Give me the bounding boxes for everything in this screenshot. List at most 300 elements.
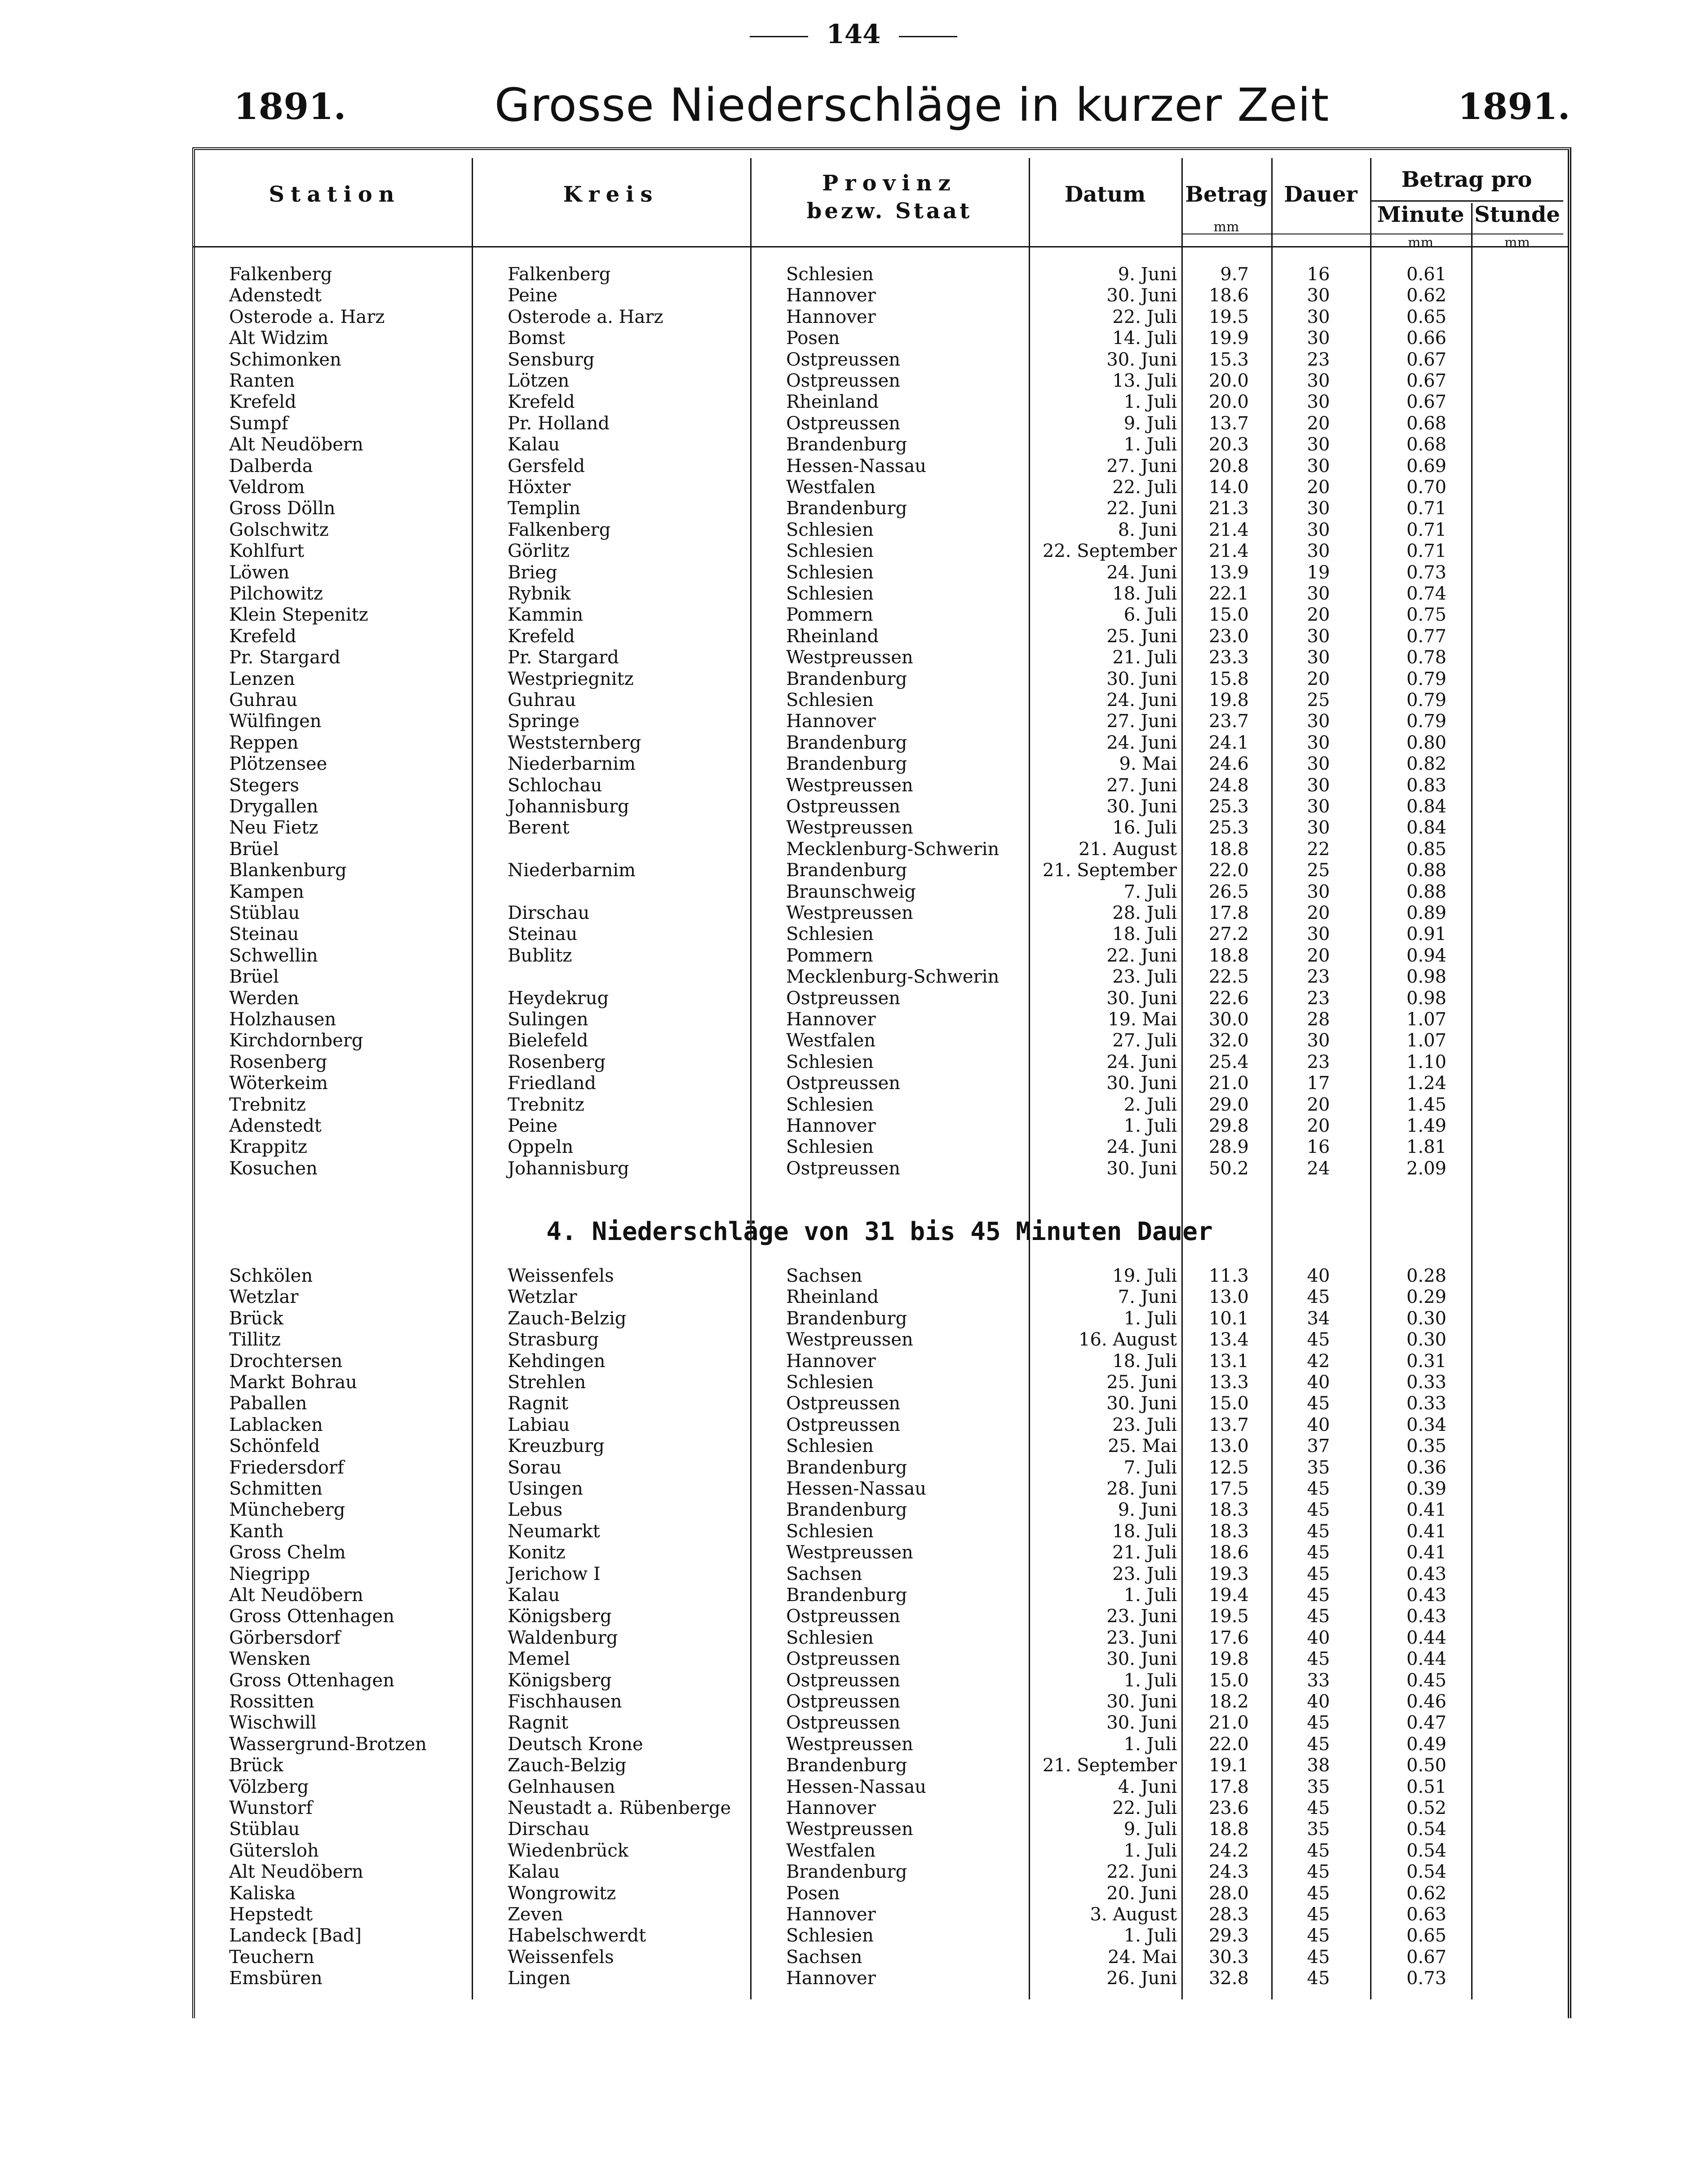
cell-station: Emsbüren bbox=[229, 1968, 323, 1989]
cell-minute: 0.49 bbox=[1406, 1734, 1446, 1755]
cell-betrag: 50.2 bbox=[1208, 1158, 1249, 1179]
cell-station: Guhrau bbox=[229, 690, 298, 710]
cell-betrag: 22.1 bbox=[1208, 583, 1249, 604]
cell-station: Wensken bbox=[229, 1649, 311, 1670]
cell-dauer: 30 bbox=[1307, 371, 1330, 391]
cell-kreis: Kammin bbox=[508, 604, 584, 626]
cell-minute: 0.98 bbox=[1406, 988, 1446, 1009]
cell-minute: 0.91 bbox=[1406, 924, 1446, 945]
cell-betrag: 25.3 bbox=[1208, 796, 1249, 817]
cell-provinz: Hannover bbox=[786, 1009, 876, 1030]
cell-betrag: 18.6 bbox=[1208, 285, 1249, 306]
cell-dauer: 45 bbox=[1307, 1925, 1330, 1946]
cell-kreis: Bomst bbox=[508, 328, 566, 349]
cell-datum: 30. Juni bbox=[1106, 1393, 1177, 1414]
cell-betrag: 21.4 bbox=[1208, 541, 1249, 562]
cell-datum: 18. Juli bbox=[1112, 583, 1177, 604]
cell-kreis: Kreuzburg bbox=[508, 1436, 605, 1457]
cell-station: Kanth bbox=[229, 1521, 284, 1542]
cell-kreis: Westpriegnitz bbox=[508, 668, 634, 689]
cell-dauer: 19 bbox=[1307, 562, 1330, 583]
cell-provinz: Westpreussen bbox=[786, 1734, 913, 1755]
cell-minute: 0.88 bbox=[1406, 881, 1446, 902]
cell-provinz: Ostpreussen bbox=[786, 988, 901, 1009]
cell-provinz: Ostpreussen bbox=[786, 1158, 901, 1179]
cell-datum: 9. Juni bbox=[1118, 264, 1177, 285]
cell-provinz: Brandenburg bbox=[786, 498, 907, 519]
cell-provinz: Brandenburg bbox=[786, 1862, 907, 1883]
cell-datum: 7. Juni bbox=[1118, 1287, 1177, 1308]
cell-provinz: Ostpreussen bbox=[786, 1414, 901, 1435]
cell-betrag: 24.2 bbox=[1208, 1840, 1249, 1861]
cell-dauer: 30 bbox=[1307, 285, 1330, 306]
cell-minute: 0.71 bbox=[1406, 519, 1446, 540]
cell-datum: 16. August bbox=[1079, 1329, 1177, 1350]
cell-dauer: 23 bbox=[1307, 1051, 1330, 1072]
cell-dauer: 30 bbox=[1307, 328, 1330, 349]
cell-station: Schkölen bbox=[229, 1266, 313, 1286]
cell-dauer: 45 bbox=[1307, 1478, 1330, 1499]
cell-betrag: 29.8 bbox=[1208, 1116, 1249, 1136]
cell-station: Kaliska bbox=[229, 1883, 296, 1904]
cell-provinz: Westpreussen bbox=[786, 903, 913, 923]
cell-provinz: Schlesien bbox=[786, 1137, 874, 1158]
cell-dauer: 45 bbox=[1307, 1862, 1330, 1883]
cell-dauer: 30 bbox=[1307, 583, 1330, 604]
cell-datum: 19. Mai bbox=[1108, 1009, 1177, 1030]
cell-minute: 0.88 bbox=[1406, 860, 1446, 881]
cell-datum: 22. Juli bbox=[1112, 477, 1177, 498]
cell-betrag: 29.3 bbox=[1208, 1925, 1249, 1946]
cell-kreis: Falkenberg bbox=[508, 519, 611, 540]
cell-station: Brück bbox=[229, 1755, 283, 1776]
cell-datum: 30. Juni bbox=[1106, 796, 1177, 817]
cell-betrag: 23.0 bbox=[1208, 626, 1249, 647]
cell-station: Brüel bbox=[229, 838, 279, 860]
cell-provinz: Schlesien bbox=[786, 1051, 874, 1072]
cell-dauer: 37 bbox=[1307, 1436, 1330, 1457]
cell-betrag: 18.2 bbox=[1208, 1691, 1249, 1712]
col-divider bbox=[1370, 158, 1371, 1999]
cell-dauer: 23 bbox=[1307, 988, 1330, 1009]
cell-betrag: 25.4 bbox=[1208, 1051, 1249, 1072]
cell-minute: 0.28 bbox=[1406, 1266, 1446, 1286]
cell-datum: 1. Juli bbox=[1123, 1840, 1177, 1861]
cell-dauer: 45 bbox=[1307, 1287, 1330, 1308]
cell-minute: 0.69 bbox=[1406, 455, 1446, 477]
cell-dauer: 45 bbox=[1307, 1585, 1330, 1606]
cell-datum: 18. Juli bbox=[1112, 1521, 1177, 1542]
cell-minute: 0.41 bbox=[1406, 1542, 1446, 1563]
cell-betrag: 13.4 bbox=[1208, 1329, 1249, 1350]
cell-kreis: Usingen bbox=[508, 1478, 583, 1499]
cell-provinz: Schlesien bbox=[786, 1094, 874, 1115]
cell-betrag: 32.8 bbox=[1208, 1968, 1249, 1989]
cell-betrag: 21.0 bbox=[1208, 1073, 1249, 1094]
cell-station: Kirchdornberg bbox=[229, 1030, 363, 1051]
cell-kreis: Springe bbox=[508, 711, 579, 732]
cell-station: Teuchern bbox=[229, 1946, 314, 1968]
cell-datum: 24. Juni bbox=[1106, 690, 1177, 710]
cell-provinz: Ostpreussen bbox=[786, 1649, 901, 1670]
cell-dauer: 25 bbox=[1307, 860, 1330, 881]
cell-dauer: 16 bbox=[1307, 264, 1330, 285]
cell-kreis: Heydekrug bbox=[508, 988, 609, 1009]
cell-kreis: Niederbarnim bbox=[508, 754, 636, 775]
cell-station: Schmitten bbox=[229, 1478, 323, 1499]
cell-provinz: Ostpreussen bbox=[786, 1691, 901, 1712]
cell-station: Schönfeld bbox=[229, 1436, 320, 1457]
cell-dauer: 23 bbox=[1307, 349, 1330, 370]
cell-minute: 0.67 bbox=[1406, 392, 1446, 413]
cell-station: Dalberda bbox=[229, 455, 313, 477]
cell-station: Markt Bohrau bbox=[229, 1372, 357, 1393]
cell-dauer: 30 bbox=[1307, 817, 1330, 838]
cell-minute: 0.84 bbox=[1406, 796, 1446, 817]
cell-kreis: Templin bbox=[508, 498, 581, 519]
cell-betrag: 19.1 bbox=[1208, 1755, 1249, 1776]
cell-minute: 0.43 bbox=[1406, 1606, 1446, 1627]
cell-betrag: 18.8 bbox=[1208, 945, 1249, 966]
cell-station: Friedersdorf bbox=[229, 1457, 344, 1478]
cell-station: Falkenberg bbox=[229, 264, 332, 285]
cell-datum: 8. Juni bbox=[1118, 519, 1177, 540]
cell-dauer: 24 bbox=[1307, 1158, 1330, 1179]
cell-betrag: 18.8 bbox=[1208, 1819, 1249, 1840]
cell-betrag: 17.5 bbox=[1208, 1478, 1249, 1499]
cell-provinz: Sachsen bbox=[786, 1266, 862, 1286]
year-right: 1891. bbox=[1458, 85, 1570, 128]
cell-datum: 30. Juni bbox=[1106, 1691, 1177, 1712]
cell-kreis: Weissenfels bbox=[508, 1946, 614, 1968]
cell-minute: 0.31 bbox=[1406, 1350, 1446, 1372]
cell-datum: 30. Juni bbox=[1106, 988, 1177, 1009]
cell-provinz: Sachsen bbox=[786, 1946, 862, 1968]
cell-dauer: 16 bbox=[1307, 1137, 1330, 1158]
cell-datum: 18. Juli bbox=[1112, 1350, 1177, 1372]
cell-provinz: Mecklenburg-Schwerin bbox=[786, 966, 999, 988]
cell-station: Alt Neudöbern bbox=[229, 1862, 363, 1883]
cell-station: Pilchowitz bbox=[229, 583, 323, 604]
cell-betrag: 20.3 bbox=[1208, 434, 1249, 455]
cell-provinz: Hannover bbox=[786, 711, 876, 732]
cell-datum: 1. Juli bbox=[1123, 434, 1177, 455]
cell-provinz: Posen bbox=[786, 328, 840, 349]
cell-kreis: Osterode a. Harz bbox=[508, 306, 663, 327]
cell-provinz: Westpreussen bbox=[786, 647, 913, 668]
cell-minute: 0.89 bbox=[1406, 903, 1446, 923]
cell-minute: 0.79 bbox=[1406, 690, 1446, 710]
cell-dauer: 22 bbox=[1307, 838, 1330, 860]
cell-station: Rosenberg bbox=[229, 1051, 327, 1072]
cell-minute: 0.41 bbox=[1406, 1521, 1446, 1542]
cell-betrag: 22.5 bbox=[1208, 966, 1249, 988]
cell-datum: 1. Juli bbox=[1123, 1925, 1177, 1946]
cell-kreis: Weststernberg bbox=[508, 732, 641, 753]
cell-datum: 18. Juli bbox=[1112, 924, 1177, 945]
cell-datum: 19. Juli bbox=[1112, 1266, 1177, 1286]
cell-kreis: Kalau bbox=[508, 1862, 560, 1883]
cell-dauer: 30 bbox=[1307, 796, 1330, 817]
cell-minute: 0.70 bbox=[1406, 477, 1446, 498]
cell-station: Trebnitz bbox=[229, 1094, 306, 1115]
cell-provinz: Westfalen bbox=[786, 1840, 876, 1861]
cell-kreis: Sulingen bbox=[508, 1009, 588, 1030]
cell-dauer: 45 bbox=[1307, 1563, 1330, 1584]
cell-dauer: 30 bbox=[1307, 775, 1330, 796]
cell-minute: 0.54 bbox=[1406, 1840, 1446, 1861]
cell-station: Paballen bbox=[229, 1393, 307, 1414]
cell-kreis: Lebus bbox=[508, 1500, 563, 1521]
cell-provinz: Schlesien bbox=[786, 1627, 874, 1648]
cell-station: Golschwitz bbox=[229, 519, 329, 540]
cell-dauer: 45 bbox=[1307, 1521, 1330, 1542]
cell-minute: 0.44 bbox=[1406, 1627, 1446, 1648]
cell-provinz: Hessen-Nassau bbox=[786, 1478, 927, 1499]
cell-minute: 0.51 bbox=[1406, 1776, 1446, 1797]
cell-minute: 0.54 bbox=[1406, 1862, 1446, 1883]
cell-datum: 28. Juni bbox=[1106, 1478, 1177, 1499]
cell-datum: 1. Juli bbox=[1123, 1585, 1177, 1606]
cell-station: Alt Widzim bbox=[229, 328, 329, 349]
cell-minute: 0.79 bbox=[1406, 711, 1446, 732]
cell-datum: 25. Juni bbox=[1106, 1372, 1177, 1393]
cell-betrag: 27.2 bbox=[1208, 924, 1249, 945]
cell-minute: 0.74 bbox=[1406, 583, 1446, 604]
cell-datum: 9. Juni bbox=[1118, 1500, 1177, 1521]
cell-minute: 0.34 bbox=[1406, 1414, 1446, 1435]
cell-betrag: 24.3 bbox=[1208, 1862, 1249, 1883]
cell-minute: 1.45 bbox=[1406, 1094, 1446, 1115]
cell-dauer: 20 bbox=[1307, 413, 1330, 434]
cell-betrag: 28.3 bbox=[1208, 1904, 1249, 1925]
cell-minute: 0.78 bbox=[1406, 647, 1446, 668]
cell-datum: 4. Juni bbox=[1118, 1776, 1177, 1797]
cell-provinz: Hannover bbox=[786, 1904, 876, 1925]
cell-dauer: 40 bbox=[1307, 1414, 1330, 1435]
cell-minute: 0.73 bbox=[1406, 1968, 1446, 1989]
cell-dauer: 35 bbox=[1307, 1457, 1330, 1478]
cell-minute: 0.62 bbox=[1406, 1883, 1446, 1904]
cell-dauer: 25 bbox=[1307, 690, 1330, 710]
cell-minute: 0.68 bbox=[1406, 413, 1446, 434]
header-betrag-pro: Betrag pro bbox=[1401, 167, 1532, 192]
cell-provinz: Brandenburg bbox=[786, 434, 907, 455]
cell-station: Stüblau bbox=[229, 903, 300, 923]
cell-provinz: Westpreussen bbox=[786, 775, 913, 796]
page-number: 144 bbox=[0, 19, 1707, 49]
cell-dauer: 33 bbox=[1307, 1670, 1330, 1691]
cell-minute: 1.07 bbox=[1406, 1030, 1446, 1051]
cell-kreis: Königsberg bbox=[508, 1606, 612, 1627]
cell-datum: 30. Juni bbox=[1106, 1649, 1177, 1670]
cell-dauer: 30 bbox=[1307, 434, 1330, 455]
cell-kreis: Berent bbox=[508, 817, 570, 838]
cell-minute: 0.80 bbox=[1406, 732, 1446, 753]
cell-provinz: Schlesien bbox=[786, 1372, 874, 1393]
cell-station: Gross Ottenhagen bbox=[229, 1670, 394, 1691]
cell-minute: 0.65 bbox=[1406, 306, 1446, 327]
cell-betrag: 29.0 bbox=[1208, 1094, 1249, 1115]
header-stunde-unit: mm bbox=[1504, 235, 1530, 251]
cell-dauer: 34 bbox=[1307, 1308, 1330, 1329]
cell-betrag: 18.3 bbox=[1208, 1521, 1249, 1542]
cell-kreis: Weissenfels bbox=[508, 1266, 614, 1286]
cell-datum: 30. Juni bbox=[1106, 1712, 1177, 1734]
cell-minute: 0.43 bbox=[1406, 1585, 1446, 1606]
cell-betrag: 23.6 bbox=[1208, 1798, 1249, 1818]
cell-station: Gross Ottenhagen bbox=[229, 1606, 394, 1627]
cell-kreis: Zauch-Belzig bbox=[508, 1308, 627, 1329]
cell-provinz: Hessen-Nassau bbox=[786, 455, 927, 477]
header-station: Station bbox=[269, 182, 401, 207]
cell-kreis: Strasburg bbox=[508, 1329, 599, 1350]
cell-betrag: 19.5 bbox=[1208, 1606, 1249, 1627]
cell-provinz: Ostpreussen bbox=[786, 1670, 901, 1691]
cell-provinz: Schlesien bbox=[786, 1436, 874, 1457]
cell-minute: 1.07 bbox=[1406, 1009, 1446, 1030]
cell-datum: 27. Juli bbox=[1112, 1030, 1177, 1051]
cell-datum: 7. Juli bbox=[1123, 1457, 1177, 1478]
cell-provinz: Ostpreussen bbox=[786, 1712, 901, 1734]
cell-minute: 0.33 bbox=[1406, 1393, 1446, 1414]
cell-minute: 0.75 bbox=[1406, 604, 1446, 626]
header-datum: Datum bbox=[1064, 182, 1146, 207]
cell-provinz: Brandenburg bbox=[786, 1457, 907, 1478]
col-divider bbox=[1471, 203, 1473, 1999]
cell-dauer: 23 bbox=[1307, 966, 1330, 988]
col-divider bbox=[472, 158, 473, 1999]
cell-datum: 23. Juli bbox=[1112, 1563, 1177, 1584]
cell-betrag: 20.8 bbox=[1208, 455, 1249, 477]
cell-betrag: 23.7 bbox=[1208, 711, 1249, 732]
cell-datum: 9. Mai bbox=[1119, 754, 1177, 775]
cell-station: Werden bbox=[229, 988, 299, 1009]
cell-provinz: Hannover bbox=[786, 1116, 876, 1136]
cell-dauer: 45 bbox=[1307, 1883, 1330, 1904]
cell-kreis: Ragnit bbox=[508, 1712, 569, 1734]
cell-kreis: Bublitz bbox=[508, 945, 572, 966]
cell-betrag: 19.3 bbox=[1208, 1563, 1249, 1584]
cell-betrag: 24.1 bbox=[1208, 732, 1249, 753]
cell-kreis: Wiedenbrück bbox=[508, 1840, 629, 1861]
cell-station: Adenstedt bbox=[229, 1116, 322, 1136]
cell-betrag: 19.8 bbox=[1208, 690, 1249, 710]
cell-datum: 21. Juli bbox=[1112, 647, 1177, 668]
cell-station: Tillitz bbox=[229, 1329, 281, 1350]
cell-dauer: 45 bbox=[1307, 1542, 1330, 1563]
cell-datum: 24. Juni bbox=[1106, 732, 1177, 753]
cell-provinz: Westpreussen bbox=[786, 1542, 913, 1563]
cell-provinz: Hannover bbox=[786, 1350, 876, 1372]
cell-minute: 2.09 bbox=[1406, 1158, 1446, 1179]
cell-dauer: 20 bbox=[1307, 1094, 1330, 1115]
cell-provinz: Schlesien bbox=[786, 1521, 874, 1542]
cell-dauer: 40 bbox=[1307, 1372, 1330, 1393]
cell-betrag: 25.3 bbox=[1208, 817, 1249, 838]
cell-kreis: Habelschwerdt bbox=[508, 1925, 646, 1946]
cell-dauer: 45 bbox=[1307, 1840, 1330, 1861]
cell-dauer: 45 bbox=[1307, 1393, 1330, 1414]
cell-datum: 21. September bbox=[1042, 860, 1177, 881]
cell-minute: 0.77 bbox=[1406, 626, 1446, 647]
cell-datum: 16. Juli bbox=[1112, 817, 1177, 838]
cell-datum: 9. Juli bbox=[1123, 1819, 1177, 1840]
cell-dauer: 45 bbox=[1307, 1798, 1330, 1818]
cell-betrag: 15.0 bbox=[1208, 604, 1249, 626]
cell-kreis: Deutsch Krone bbox=[508, 1734, 643, 1755]
cell-kreis: Dirschau bbox=[508, 903, 590, 923]
cell-betrag: 15.0 bbox=[1208, 1670, 1249, 1691]
cell-dauer: 30 bbox=[1307, 711, 1330, 732]
cell-kreis: Wetzlar bbox=[508, 1287, 577, 1308]
cell-provinz: Ostpreussen bbox=[786, 413, 901, 434]
cell-station: Krefeld bbox=[229, 626, 296, 647]
cell-datum: 13. Juli bbox=[1112, 371, 1177, 391]
cell-station: Lablacken bbox=[229, 1414, 323, 1435]
header-betrag-unit: mm bbox=[1213, 219, 1239, 235]
cell-datum: 23. Juli bbox=[1112, 966, 1177, 988]
cell-datum: 25. Mai bbox=[1108, 1436, 1177, 1457]
cell-kreis: Neumarkt bbox=[508, 1521, 600, 1542]
cell-kreis: Peine bbox=[508, 1116, 558, 1136]
cell-provinz: Westpreussen bbox=[786, 817, 913, 838]
cell-station: Schwellin bbox=[229, 945, 318, 966]
cell-datum: 1. Juli bbox=[1123, 1116, 1177, 1136]
cell-minute: 1.49 bbox=[1406, 1116, 1446, 1136]
cell-betrag: 13.1 bbox=[1208, 1350, 1249, 1372]
cell-kreis: Brieg bbox=[508, 562, 557, 583]
cell-provinz: Schlesien bbox=[786, 562, 874, 583]
cell-kreis: Fischhausen bbox=[508, 1691, 622, 1712]
cell-datum: 1. Juli bbox=[1123, 1670, 1177, 1691]
cell-betrag: 22.0 bbox=[1208, 860, 1249, 881]
cell-station: Wunstorf bbox=[229, 1798, 313, 1818]
cell-kreis: Pr. Stargard bbox=[508, 647, 619, 668]
header-kreis: Kreis bbox=[563, 182, 659, 207]
cell-datum: 9. Juli bbox=[1123, 413, 1177, 434]
cell-station: Kosuchen bbox=[229, 1158, 318, 1179]
cell-dauer: 30 bbox=[1307, 455, 1330, 477]
cell-kreis: Rosenberg bbox=[508, 1051, 606, 1072]
cell-dauer: 45 bbox=[1307, 1946, 1330, 1968]
cell-dauer: 35 bbox=[1307, 1776, 1330, 1797]
cell-kreis: Görlitz bbox=[508, 541, 570, 562]
cell-provinz: Westfalen bbox=[786, 477, 876, 498]
cell-dauer: 45 bbox=[1307, 1500, 1330, 1521]
cell-station: Krefeld bbox=[229, 392, 296, 413]
cell-kreis: Höxter bbox=[508, 477, 571, 498]
cell-betrag: 24.8 bbox=[1208, 775, 1249, 796]
header-provinz: Provinz bbox=[822, 171, 957, 196]
cell-kreis: Peine bbox=[508, 285, 558, 306]
cell-betrag: 12.5 bbox=[1208, 1457, 1249, 1478]
cell-provinz: Rheinland bbox=[786, 1287, 879, 1308]
cell-datum: 24. Mai bbox=[1108, 1946, 1177, 1968]
cell-provinz: Brandenburg bbox=[786, 668, 907, 689]
cell-dauer: 20 bbox=[1307, 1116, 1330, 1136]
cell-kreis: Niederbarnim bbox=[508, 860, 636, 881]
cell-betrag: 17.8 bbox=[1208, 903, 1249, 923]
cell-betrag: 13.7 bbox=[1208, 413, 1249, 434]
cell-dauer: 45 bbox=[1307, 1329, 1330, 1350]
cell-betrag: 14.0 bbox=[1208, 477, 1249, 498]
cell-dauer: 40 bbox=[1307, 1627, 1330, 1648]
cell-betrag: 21.4 bbox=[1208, 519, 1249, 540]
cell-minute: 0.61 bbox=[1406, 264, 1446, 285]
cell-provinz: Ostpreussen bbox=[786, 1393, 901, 1414]
cell-station: Brüel bbox=[229, 966, 279, 988]
